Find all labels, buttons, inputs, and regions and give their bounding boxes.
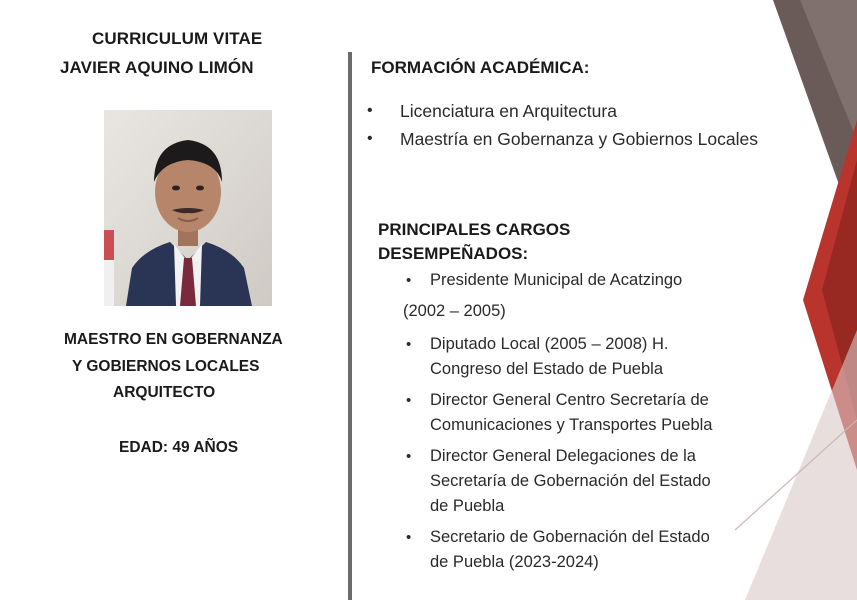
list-item — [404, 525, 764, 575]
cargo-text: de Puebla (2023-2024) — [430, 553, 599, 571]
column-divider — [348, 52, 352, 600]
cargo-text: Secretaría de Gobernación del Estado — [430, 472, 711, 490]
profile-degree-line2: Y GOBIERNOS LOCALES — [72, 358, 260, 375]
formacion-heading: FORMACIÓN ACADÉMICA: — [371, 58, 590, 77]
cargo-text: Presidente Municipal de Acatzingo — [430, 271, 683, 289]
profile-age: EDAD: 49 AÑOS — [119, 439, 239, 456]
portrait-photo — [104, 110, 272, 306]
person-name: JAVIER AQUINO LIMÓN — [60, 58, 254, 77]
cargo-text: • Secretario de Gobernación del Estado — [430, 528, 710, 546]
cargos-heading-line1: PRINCIPALES CARGOS — [378, 220, 571, 239]
cargo-text: • Diputado Local (2005 – 2008) H. — [430, 335, 669, 353]
cv-title: CURRICULUM VITAE — [92, 29, 263, 48]
cargo-text: • Director General Delegaciones de la — [430, 447, 696, 465]
cargo-text: de Puebla — [430, 497, 505, 515]
cargos-heading — [378, 218, 678, 266]
list-item — [404, 332, 764, 382]
cargos-heading-line2: DESEMPEÑADOS: — [378, 244, 529, 263]
profile-degree-line1: MAESTRO EN GOBERNANZA — [64, 331, 283, 348]
cargo-continuation: (2002 – 2005) — [403, 302, 506, 320]
profile-profession: ARQUITECTO — [113, 384, 216, 401]
cargo-text: Comunicaciones y Transportes Puebla — [430, 416, 713, 434]
cargo-text: • Director General Centro Secretaría de — [430, 391, 709, 409]
list-item: • Maestría en Gobernanza y Gobiernos Locales — [367, 125, 758, 153]
list-item — [404, 444, 764, 519]
cargo-text: Congreso del Estado de Puebla — [430, 360, 663, 378]
list-item — [404, 268, 764, 293]
list-item: • Licenciatura en Arquitectura — [367, 97, 758, 125]
cargos-list — [404, 268, 764, 575]
formacion-list — [367, 97, 758, 153]
list-item — [404, 388, 764, 438]
